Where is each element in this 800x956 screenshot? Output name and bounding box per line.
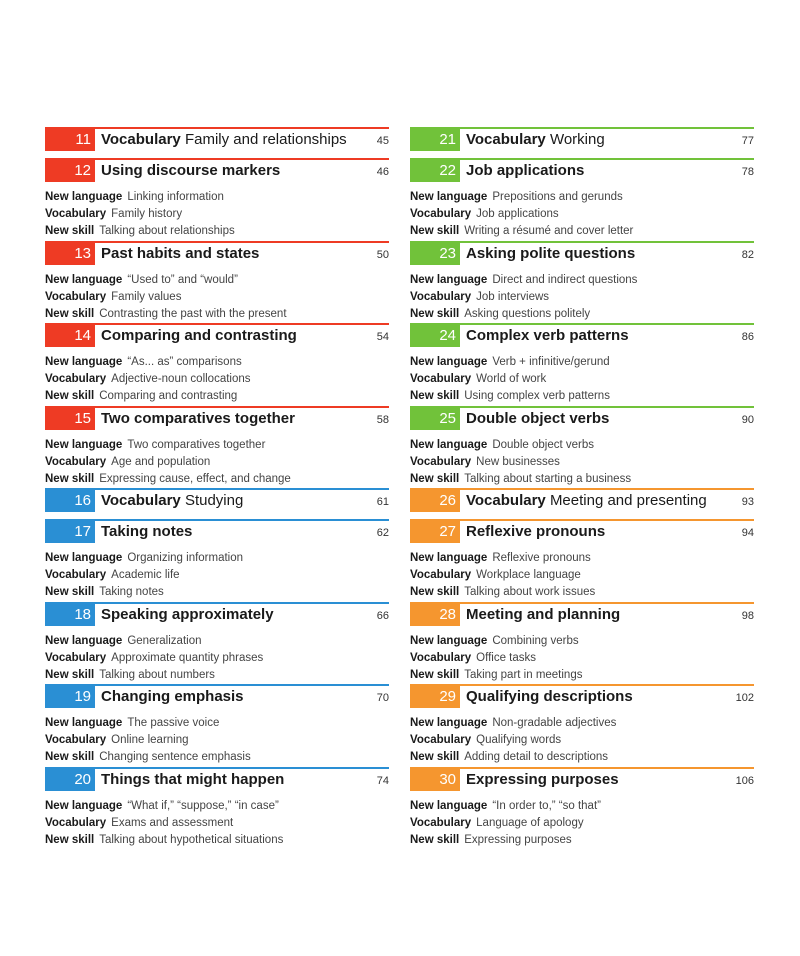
page-number: 86 xyxy=(741,331,754,343)
vocabulary-text: Job applications xyxy=(476,208,559,220)
new-skill-line xyxy=(45,832,389,849)
new-language-text: Organizing information xyxy=(127,552,244,564)
unit-number-badge: 24 xyxy=(410,325,460,347)
new-skill-label: New skill xyxy=(45,225,95,237)
new-language-text: “Used to” and “would” xyxy=(127,274,238,286)
new-language-label: New language xyxy=(410,717,488,729)
vocabulary-line xyxy=(410,206,754,223)
new-skill-line xyxy=(410,223,754,240)
vocabulary-text: New businesses xyxy=(476,456,560,468)
new-language-label: New language xyxy=(45,191,123,203)
new-skill-text: Taking notes xyxy=(99,586,164,598)
vocabulary-text: Age and population xyxy=(111,456,211,468)
new-skill-label: New skill xyxy=(45,834,95,846)
unit-entry xyxy=(410,519,754,601)
page-number: 82 xyxy=(741,249,754,261)
unit-entry xyxy=(410,406,754,488)
new-skill-label: New skill xyxy=(410,669,460,681)
new-skill-label: New skill xyxy=(45,751,95,763)
unit-title xyxy=(466,521,605,543)
unit-title-main: Complex verb patterns xyxy=(466,327,629,344)
new-language-line xyxy=(410,354,754,371)
unit-title-main: Vocabulary xyxy=(101,492,181,509)
unit-number-badge: 16 xyxy=(45,490,95,512)
unit-header xyxy=(45,158,389,189)
unit-number-badge: 13 xyxy=(45,243,95,265)
new-language-label: New language xyxy=(45,800,123,812)
new-language-line xyxy=(45,189,389,206)
unit-header xyxy=(410,241,754,272)
new-language-text: Linking information xyxy=(127,191,224,203)
page-number: 70 xyxy=(376,692,389,704)
vocabulary-label: Vocabulary xyxy=(410,652,472,664)
new-skill-label: New skill xyxy=(45,586,95,598)
vocabulary-label: Vocabulary xyxy=(410,291,472,303)
unit-title-topic: Meeting and presenting xyxy=(549,492,707,509)
vocabulary-line xyxy=(45,454,389,471)
new-language-line xyxy=(45,550,389,567)
vocabulary-line xyxy=(410,815,754,832)
new-skill-label: New skill xyxy=(410,225,460,237)
new-skill-text: Comparing and contrasting xyxy=(99,390,238,402)
unit-number-badge: 27 xyxy=(410,521,460,543)
page-number: 58 xyxy=(376,414,389,426)
new-language-text: “In order to,” “so that” xyxy=(492,800,601,812)
new-skill-label: New skill xyxy=(410,308,460,320)
new-language-line xyxy=(410,437,754,454)
unit-number-badge: 29 xyxy=(410,686,460,708)
new-skill-label: New skill xyxy=(410,834,460,846)
unit-title-main: Double object verbs xyxy=(466,410,610,427)
new-skill-text: Adding detail to descriptions xyxy=(464,751,609,763)
unit-entry xyxy=(45,158,389,240)
unit-title-main: Vocabulary xyxy=(466,492,546,509)
new-language-line xyxy=(45,354,389,371)
new-skill-text: Talking about hypothetical situations xyxy=(99,834,284,846)
new-language-line xyxy=(45,715,389,732)
unit-header xyxy=(410,127,754,158)
new-language-line xyxy=(45,272,389,289)
unit-header xyxy=(45,323,389,354)
unit-header xyxy=(410,406,754,437)
unit-title xyxy=(101,521,192,543)
unit-entry xyxy=(410,684,754,766)
unit-title-topic: Working xyxy=(549,131,605,148)
new-language-label: New language xyxy=(410,356,488,368)
new-skill-text: Asking questions politely xyxy=(464,308,591,320)
vocabulary-label: Vocabulary xyxy=(45,291,107,303)
page-number: 78 xyxy=(741,166,754,178)
unit-title xyxy=(466,243,635,265)
unit-title xyxy=(466,408,609,430)
unit-number-badge: 17 xyxy=(45,521,95,543)
unit-title xyxy=(101,604,274,626)
new-language-line xyxy=(45,633,389,650)
new-skill-line xyxy=(410,584,754,601)
new-language-label: New language xyxy=(410,191,488,203)
unit-number-badge: 23 xyxy=(410,243,460,265)
new-language-text: “As... as” comparisons xyxy=(127,356,242,368)
new-language-line xyxy=(410,633,754,650)
new-language-label: New language xyxy=(45,552,123,564)
new-skill-text: Writing a résumé and cover letter xyxy=(464,225,634,237)
new-language-text: Two comparatives together xyxy=(127,439,266,451)
new-skill-line xyxy=(45,749,389,766)
new-skill-line xyxy=(410,667,754,684)
vocabulary-label: Vocabulary xyxy=(45,652,107,664)
unit-number-badge: 11 xyxy=(45,129,95,151)
unit-title xyxy=(466,129,605,151)
unit-number-badge: 14 xyxy=(45,325,95,347)
unit-entry xyxy=(410,241,754,323)
unit-header xyxy=(410,602,754,633)
unit-title xyxy=(466,490,707,512)
new-skill-label: New skill xyxy=(410,390,460,402)
vocabulary-text: Exams and assessment xyxy=(111,817,234,829)
new-language-text: The passive voice xyxy=(127,717,220,729)
unit-title-topic: Studying xyxy=(184,492,244,509)
new-language-text: Direct and indirect questions xyxy=(492,274,638,286)
new-skill-line xyxy=(410,749,754,766)
unit-entry xyxy=(45,241,389,323)
unit-title xyxy=(101,160,280,182)
new-language-label: New language xyxy=(45,356,123,368)
new-language-text: Verb + infinitive/gerund xyxy=(492,356,610,368)
unit-title xyxy=(101,325,297,347)
vocabulary-line xyxy=(410,567,754,584)
vocabulary-label: Vocabulary xyxy=(410,456,472,468)
new-language-line xyxy=(410,272,754,289)
vocabulary-text: Approximate quantity phrases xyxy=(111,652,264,664)
unit-header xyxy=(410,519,754,550)
vocabulary-label: Vocabulary xyxy=(410,208,472,220)
unit-entry xyxy=(410,158,754,240)
new-language-label: New language xyxy=(410,274,488,286)
page-number: 98 xyxy=(741,610,754,622)
page-number: 66 xyxy=(376,610,389,622)
new-skill-line xyxy=(410,388,754,405)
new-skill-text: Contrasting the past with the present xyxy=(99,308,287,320)
page-number: 74 xyxy=(376,775,389,787)
unit-header xyxy=(410,158,754,189)
page-number: 61 xyxy=(376,496,389,508)
unit-title xyxy=(466,160,584,182)
page-number: 94 xyxy=(741,527,754,539)
new-language-line xyxy=(410,189,754,206)
vocabulary-label: Vocabulary xyxy=(45,569,107,581)
new-skill-label: New skill xyxy=(410,751,460,763)
new-language-line xyxy=(45,798,389,815)
unit-entry xyxy=(45,602,389,684)
vocabulary-line xyxy=(45,650,389,667)
unit-title xyxy=(466,325,629,347)
page-number: 54 xyxy=(376,331,389,343)
new-language-text: Combining verbs xyxy=(492,635,579,647)
unit-title-main: Vocabulary xyxy=(101,131,181,148)
vocabulary-text: Job interviews xyxy=(476,291,550,303)
unit-title-main: Expressing purposes xyxy=(466,771,619,788)
new-skill-text: Expressing purposes xyxy=(464,834,572,846)
new-language-line xyxy=(45,437,389,454)
new-skill-text: Talking about numbers xyxy=(99,669,215,681)
new-language-label: New language xyxy=(410,552,488,564)
unit-title-main: Reflexive pronouns xyxy=(466,523,606,540)
new-language-text: Non-gradable adjectives xyxy=(492,717,617,729)
unit-title-main: Past habits and states xyxy=(101,245,260,262)
unit-title-main: Vocabulary xyxy=(466,131,546,148)
unit-header xyxy=(45,602,389,633)
new-language-line xyxy=(410,715,754,732)
vocabulary-label: Vocabulary xyxy=(410,817,472,829)
unit-title-topic: Family and relationships xyxy=(184,131,347,148)
unit-entry xyxy=(45,519,389,601)
new-skill-label: New skill xyxy=(410,586,460,598)
unit-entry xyxy=(45,127,389,158)
new-skill-label: New skill xyxy=(45,669,95,681)
vocabulary-line xyxy=(45,732,389,749)
new-skill-line xyxy=(45,388,389,405)
unit-header xyxy=(45,488,389,519)
unit-title-main: Two comparatives together xyxy=(101,410,295,427)
new-language-label: New language xyxy=(410,439,488,451)
new-skill-line xyxy=(45,584,389,601)
unit-header xyxy=(45,127,389,158)
unit-number-badge: 19 xyxy=(45,686,95,708)
unit-number-badge: 30 xyxy=(410,769,460,791)
unit-entry xyxy=(410,488,754,519)
unit-number-badge: 28 xyxy=(410,604,460,626)
page-number: 62 xyxy=(376,527,389,539)
unit-number-badge: 12 xyxy=(45,160,95,182)
vocabulary-line xyxy=(410,371,754,388)
new-skill-text: Expressing cause, effect, and change xyxy=(99,473,291,485)
vocabulary-line xyxy=(45,206,389,223)
unit-entry xyxy=(410,323,754,405)
unit-title-main: Qualifying descriptions xyxy=(466,688,633,705)
vocabulary-label: Vocabulary xyxy=(410,734,472,746)
new-skill-line xyxy=(410,471,754,488)
vocabulary-line xyxy=(410,732,754,749)
page-number: 45 xyxy=(376,135,389,147)
vocabulary-text: Family values xyxy=(111,291,182,303)
vocabulary-line xyxy=(45,567,389,584)
new-skill-line xyxy=(410,306,754,323)
new-language-label: New language xyxy=(45,635,123,647)
new-language-text: Reflexive pronouns xyxy=(492,552,591,564)
new-skill-line xyxy=(45,471,389,488)
new-skill-line xyxy=(410,832,754,849)
new-language-text: Double object verbs xyxy=(492,439,594,451)
new-language-line xyxy=(410,798,754,815)
unit-number-badge: 20 xyxy=(45,769,95,791)
page-number: 77 xyxy=(741,135,754,147)
vocabulary-text: Qualifying words xyxy=(476,734,562,746)
unit-title xyxy=(466,769,619,791)
vocabulary-text: World of work xyxy=(476,373,547,385)
unit-number-badge: 25 xyxy=(410,408,460,430)
new-skill-text: Changing sentence emphasis xyxy=(99,751,251,763)
new-language-text: Prepositions and gerunds xyxy=(492,191,623,203)
unit-title-main: Taking notes xyxy=(101,523,193,540)
new-skill-text: Talking about relationships xyxy=(99,225,235,237)
vocabulary-text: Office tasks xyxy=(476,652,537,664)
unit-number-badge: 26 xyxy=(410,490,460,512)
vocabulary-label: Vocabulary xyxy=(45,734,107,746)
new-language-text: Generalization xyxy=(127,635,202,647)
unit-title xyxy=(101,243,259,265)
unit-entry xyxy=(45,684,389,766)
unit-title-main: Comparing and contrasting xyxy=(101,327,297,344)
unit-entry xyxy=(410,127,754,158)
unit-number-badge: 22 xyxy=(410,160,460,182)
new-language-label: New language xyxy=(45,439,123,451)
new-skill-line xyxy=(45,306,389,323)
unit-title-main: Things that might happen xyxy=(101,771,285,788)
vocabulary-text: Adjective-noun collocations xyxy=(111,373,251,385)
unit-entry xyxy=(45,406,389,488)
unit-number-badge: 18 xyxy=(45,604,95,626)
vocabulary-label: Vocabulary xyxy=(410,373,472,385)
unit-title-main: Using discourse markers xyxy=(101,162,281,179)
unit-header xyxy=(410,488,754,519)
new-language-text: “What if,” “suppose,” “in case” xyxy=(127,800,279,812)
unit-number-badge: 21 xyxy=(410,129,460,151)
vocabulary-text: Workplace language xyxy=(476,569,581,581)
vocabulary-text: Family history xyxy=(111,208,183,220)
unit-entry xyxy=(410,602,754,684)
new-skill-text: Using complex verb patterns xyxy=(464,390,610,402)
unit-title-main: Changing emphasis xyxy=(101,688,244,705)
vocabulary-text: Online learning xyxy=(111,734,189,746)
vocabulary-text: Language of apology xyxy=(476,817,584,829)
new-skill-line xyxy=(45,223,389,240)
unit-title xyxy=(466,686,633,708)
unit-title xyxy=(101,769,284,791)
vocabulary-label: Vocabulary xyxy=(410,569,472,581)
vocabulary-label: Vocabulary xyxy=(45,817,107,829)
vocabulary-line xyxy=(410,650,754,667)
vocabulary-line xyxy=(410,289,754,306)
vocabulary-label: Vocabulary xyxy=(45,208,107,220)
unit-header xyxy=(410,323,754,354)
page-number: 46 xyxy=(376,166,389,178)
unit-header xyxy=(410,767,754,798)
unit-title xyxy=(101,408,295,430)
unit-title xyxy=(101,490,243,512)
unit-header xyxy=(45,519,389,550)
unit-entry xyxy=(410,767,754,849)
vocabulary-label: Vocabulary xyxy=(45,456,107,468)
unit-title-main: Speaking approximately xyxy=(101,606,274,623)
unit-header xyxy=(45,241,389,272)
new-skill-text: Talking about work issues xyxy=(464,586,596,598)
new-language-label: New language xyxy=(45,274,123,286)
vocabulary-text: Academic life xyxy=(111,569,180,581)
new-language-label: New language xyxy=(410,800,488,812)
vocabulary-line xyxy=(45,289,389,306)
new-skill-label: New skill xyxy=(45,308,95,320)
new-skill-line xyxy=(45,667,389,684)
unit-entry xyxy=(45,767,389,849)
page-number: 102 xyxy=(735,692,754,704)
new-skill-text: Taking part in meetings xyxy=(464,669,583,681)
unit-title xyxy=(101,686,244,708)
unit-title-main: Meeting and planning xyxy=(466,606,621,623)
page-number: 106 xyxy=(735,775,754,787)
new-language-label: New language xyxy=(410,635,488,647)
unit-title-main: Job applications xyxy=(466,162,585,179)
unit-entry xyxy=(45,323,389,405)
new-skill-text: Talking about starting a business xyxy=(464,473,632,485)
page-number: 90 xyxy=(741,414,754,426)
vocabulary-line xyxy=(45,371,389,388)
vocabulary-label: Vocabulary xyxy=(45,373,107,385)
unit-title xyxy=(101,129,347,151)
unit-header xyxy=(410,684,754,715)
page-number: 50 xyxy=(376,249,389,261)
unit-header xyxy=(45,684,389,715)
vocabulary-line xyxy=(410,454,754,471)
unit-title xyxy=(466,604,620,626)
unit-title-main: Asking polite questions xyxy=(466,245,636,262)
new-skill-label: New skill xyxy=(45,390,95,402)
new-language-label: New language xyxy=(45,717,123,729)
unit-header xyxy=(45,406,389,437)
unit-entry xyxy=(45,488,389,519)
new-skill-label: New skill xyxy=(45,473,95,485)
page-number: 93 xyxy=(741,496,754,508)
unit-header xyxy=(45,767,389,798)
vocabulary-line xyxy=(45,815,389,832)
unit-number-badge: 15 xyxy=(45,408,95,430)
new-language-line xyxy=(410,550,754,567)
new-skill-label: New skill xyxy=(410,473,460,485)
